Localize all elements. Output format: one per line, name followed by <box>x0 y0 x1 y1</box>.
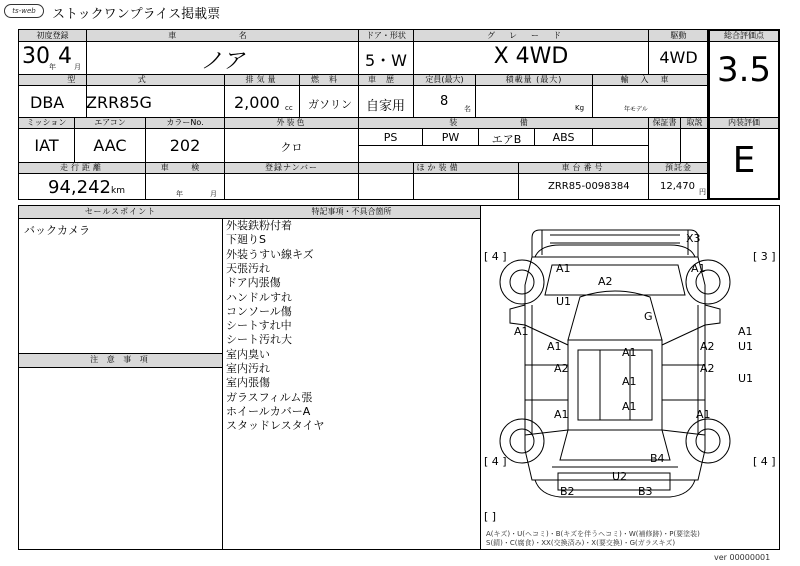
exterior-color: クロ <box>280 141 303 154</box>
deposit-unit: 円 <box>699 188 706 196</box>
chassis-no: ZRR85-0098384 <box>548 181 630 192</box>
defect-item: ガラスフィルム張 <box>226 390 313 404</box>
label-equipment: 装 備 <box>449 118 558 127</box>
equipment-airbag: エアB <box>491 133 522 146</box>
inspection-year-unit: 年 <box>176 190 183 198</box>
defect-item: シートすれ中 <box>226 319 292 333</box>
defect-item: シート汚れ大 <box>226 333 292 347</box>
label-door-shape: ドア・形状 <box>366 31 406 40</box>
defect-item: ホイールカバーA <box>226 404 311 418</box>
damage-mark: A1 <box>696 408 711 421</box>
displacement: 2,000 <box>234 93 280 112</box>
defect-item: 外装うすい線キズ <box>226 247 314 261</box>
label-displacement: 排気量 <box>245 75 279 84</box>
load-unit: Kg <box>575 104 585 112</box>
legend-line-1: A(キズ)・U(ヘコミ)・B(キズを伴うヘコミ)・W(補修跡)・P(要塗装) <box>486 530 700 538</box>
deposit: 12,470 <box>660 181 695 192</box>
defect-item: 室内張傷 <box>226 376 270 390</box>
interior-score: E <box>732 140 756 181</box>
label-sales-point: セールスポイント <box>84 207 157 216</box>
label-inspection: 車 検 <box>160 163 210 172</box>
defect-item: スタッドレスタイヤ <box>226 419 325 433</box>
label-notes-defects: 特記事項・不具合箇所 <box>311 207 392 216</box>
equipment-pw: PW <box>441 131 460 144</box>
damage-mark: X3 <box>686 232 701 245</box>
drive: 4WD <box>659 48 698 67</box>
damage-mark: A1 <box>738 325 753 338</box>
grade: X 4WD <box>493 44 569 69</box>
damage-mark: U1 <box>556 295 572 308</box>
mission: IAT <box>34 136 59 155</box>
label-deposit: 預託金 <box>665 163 692 172</box>
damage-mark: A1 <box>691 262 706 275</box>
model: ZRR85G <box>86 93 152 112</box>
damage-mark: A2 <box>700 340 715 353</box>
label-mission: ミッション <box>26 118 67 127</box>
label-overall-score: 総合評価点 <box>724 31 764 40</box>
defect-item: 外装鉄粉付着 <box>226 219 292 232</box>
first-reg-month: 4 <box>58 44 72 69</box>
label-interior-score: 内装評価 <box>728 118 760 127</box>
year-unit: 年 <box>49 63 56 71</box>
corner-tag-rear-left: [ 4 ] <box>484 455 507 468</box>
month-unit: 月 <box>74 63 81 71</box>
first-reg-year: 30 <box>22 44 50 69</box>
corner-tag-front-right: [ 3 ] <box>753 250 776 263</box>
label-fuel: 燃料 <box>311 75 347 84</box>
label-model: 型 式 <box>67 75 176 84</box>
label-load: 積載量 (最大) <box>505 75 563 84</box>
import-unit: 年モデル <box>624 106 648 113</box>
label-mileage: 走行距離 <box>60 163 104 172</box>
mileage-unit: km <box>111 186 125 196</box>
inspection-month-unit: 月 <box>210 190 217 198</box>
label-car-name: 車 名 <box>168 31 277 40</box>
damage-mark: U1 <box>738 372 754 385</box>
corner-tag-bottom: [ ] <box>484 510 497 523</box>
label-first-reg: 初度登録 <box>36 31 69 40</box>
damage-mark: U1 <box>738 340 754 353</box>
label-exterior-color: 外装色 <box>276 118 307 127</box>
damage-mark: A1 <box>622 346 637 359</box>
damage-mark: B4 <box>650 452 665 465</box>
label-chassis-no: 車台番号 <box>561 163 606 172</box>
damage-mark: A1 <box>622 400 637 413</box>
label-warranty: 保証書 <box>652 118 677 127</box>
model-prefix: DBA <box>30 93 65 112</box>
damage-mark: B2 <box>560 485 575 498</box>
damage-mark: A2 <box>700 362 715 375</box>
version-label: ver 00000001 <box>714 553 771 562</box>
label-other-equipment: ほか装備 <box>416 163 461 172</box>
fuel: ガソリン <box>308 98 352 111</box>
defect-item: 天張汚れ <box>226 261 270 275</box>
label-manual: 取説 <box>686 118 703 127</box>
aircon: AAC <box>93 136 127 155</box>
damage-mark: B3 <box>638 485 653 498</box>
label-usage: 車歴 <box>368 75 404 84</box>
sales-point-item: バックカメラ <box>24 224 90 237</box>
damage-mark: A1 <box>622 375 637 388</box>
label-aircon: エアコン <box>94 118 126 127</box>
equipment-ps: PS <box>383 131 398 144</box>
label-drive: 駆動 <box>670 31 687 40</box>
usage: 自家用 <box>366 99 406 114</box>
defect-item: 下廻りS <box>226 233 266 247</box>
overall-score: 3.5 <box>716 50 772 90</box>
legend-line-2: S(錆)・C(腐食)・XX(交換済み)・X(要交換)・G(ガラスキズ) <box>486 539 676 547</box>
capacity-unit: 名 <box>464 105 471 113</box>
damage-mark: A2 <box>554 362 569 375</box>
mileage: 94,242 <box>48 177 111 198</box>
label-color-no: カラーNo. <box>166 118 204 127</box>
corner-tag-front-left: [ 4 ] <box>484 250 507 263</box>
damage-mark: A1 <box>514 325 529 338</box>
label-capacity: 定員(最大) <box>425 75 464 84</box>
page-title: ストックワンプライス掲載票 <box>52 7 221 22</box>
defect-item: コンソール傷 <box>226 304 292 318</box>
damage-mark: G <box>644 310 653 323</box>
label-import: 輸入車 <box>620 75 681 84</box>
car-name: ノア <box>200 49 245 74</box>
damage-mark: A1 <box>547 340 562 353</box>
damage-mark: A2 <box>598 275 613 288</box>
damage-mark: U2 <box>612 470 628 483</box>
damage-mark: A1 <box>556 262 571 275</box>
damage-mark: A1 <box>554 408 569 421</box>
label-grade: グレード <box>487 31 575 40</box>
defect-item: ハンドルすれ <box>226 290 292 304</box>
door-shape: 5・W <box>364 51 407 70</box>
company-logo: ts-web <box>4 4 44 18</box>
defect-item: 室内臭い <box>226 347 270 361</box>
corner-tag-rear-right: [ 4 ] <box>753 455 776 468</box>
capacity: 8 <box>440 94 449 109</box>
displacement-unit: cc <box>285 104 293 112</box>
defect-item: 室内汚れ <box>226 362 270 375</box>
label-caution: 注 意 事 項 <box>90 355 151 364</box>
color-no: 202 <box>169 136 201 155</box>
defect-item: ドア内張傷 <box>226 276 281 290</box>
label-plate: 登録ナンバー <box>264 163 319 172</box>
equipment-abs: ABS <box>552 131 575 144</box>
